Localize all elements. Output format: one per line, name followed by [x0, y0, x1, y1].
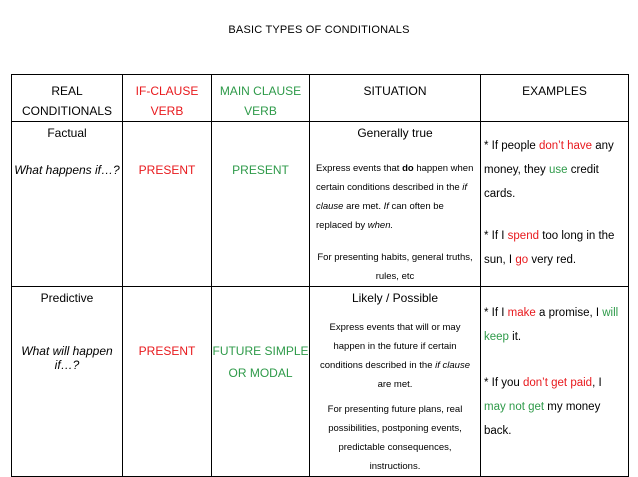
row-type-label: Factual	[47, 126, 87, 140]
page-title: BASIC TYPES OF CONDITIONALS	[228, 24, 410, 36]
main-verb-cell	[212, 122, 310, 287]
situation-description: Express events that will or may happen in the future if certain conditions described in the if clause are met.	[320, 322, 470, 390]
main-verb-cell	[212, 287, 310, 477]
header-if-clause-verb: IF-CLAUSE VERB	[123, 75, 212, 122]
situation-title: Generally true	[357, 126, 433, 140]
if-verb-value: PRESENT	[138, 344, 196, 358]
example-1: * If people don’t have any money, they use credit cards.	[484, 140, 614, 200]
row-type-label: Predictive	[40, 291, 94, 305]
conditionals-table	[11, 74, 629, 477]
situation-cell	[310, 122, 481, 287]
if-verb-value: PRESENT	[138, 163, 196, 177]
row-question: What happens if…?	[14, 163, 120, 177]
header-main-clause-verb: MAIN CLAUSE VERB	[212, 75, 310, 122]
situation-description: Express events that do happen when certain conditions described in the if clause are met. If can often be replaced by when.	[316, 163, 474, 231]
main-verb-value: FUTURE SIMPLE OR MODAL	[212, 344, 309, 380]
row-type-cell	[12, 122, 123, 287]
header-row	[12, 75, 629, 122]
situation-cell	[310, 287, 481, 477]
row-question: What will happen if…?	[21, 344, 113, 372]
example-2: * If you don’t get paid, I may not get my money back.	[484, 377, 602, 437]
main-verb-value: PRESENT	[232, 163, 289, 177]
examples-cell	[481, 122, 629, 287]
situation-use: For presenting future plans, real possibilities, postponing events, predictable consequences, instructions.	[327, 404, 463, 472]
situation-use: For presenting habits, general truths, rules, etc	[317, 252, 473, 282]
header-examples: EXAMPLES	[481, 75, 629, 122]
header-situation: SITUATION	[310, 75, 481, 122]
table-row	[12, 287, 629, 477]
if-verb-cell	[123, 122, 212, 287]
if-verb-cell	[123, 287, 212, 477]
examples-cell	[481, 287, 629, 477]
example-2: * If I spend too long in the sun, I go very red.	[484, 230, 615, 266]
situation-title: Likely / Possible	[351, 291, 439, 305]
row-type-cell	[12, 287, 123, 477]
table-row	[12, 122, 629, 287]
example-1: * If I make a promise, I will keep it.	[484, 307, 619, 343]
header-real-conditionals: REAL CONDITIONALS	[12, 75, 123, 122]
